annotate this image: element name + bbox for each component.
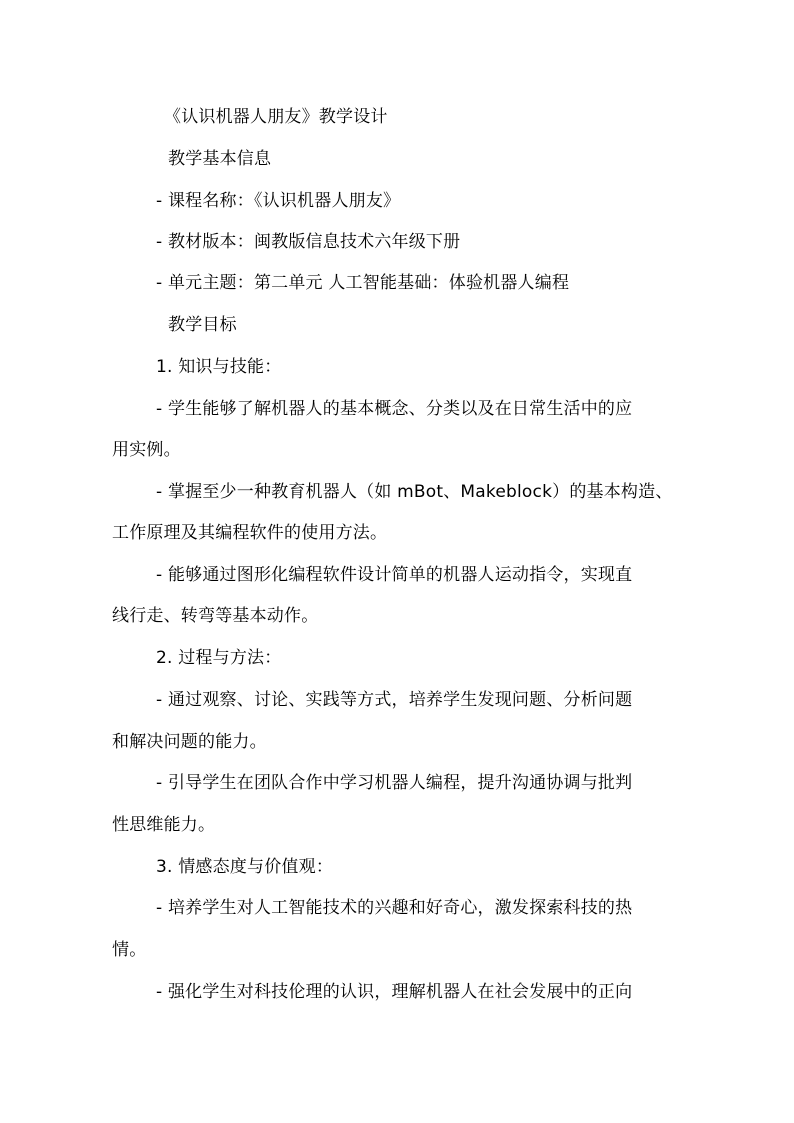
goal3-item1-line1: - 培养学生对人工智能技术的兴趣和好奇心，激发探索科技的热 [156,898,633,918]
section-heading-basic-info: 教学基本信息 [168,149,272,169]
goal2-heading: 2. 过程与方法： [156,648,282,668]
section-heading-goals: 教学目标 [168,315,237,335]
goal3-heading: 3. 情感态度与价值观： [156,857,334,877]
goal1-item2-line1: - 掌握至少一种教育机器人（如 mBot、Makeblock）的基本构造、 [156,482,673,502]
textbook-line: - 教材版本：闽教版信息技术六年级下册 [156,232,461,252]
goal1-heading: 1. 知识与技能： [156,357,282,377]
goal1-item2-line2: 工作原理及其编程软件的使用方法。 [112,523,388,543]
goal1-item1-line1: - 学生能够了解机器人的基本概念、分类以及在日常生活中的应 [156,399,633,419]
goal1-item3-line1: - 能够通过图形化编程软件设计简单的机器人运动指令，实现直 [156,565,633,585]
document-title: 《认识机器人朋友》教学设计 [164,107,388,127]
goal2-item1-line1: - 通过观察、讨论、实践等方式，培养学生发现问题、分析问题 [156,690,633,710]
goal2-item2-line2: 性思维能力。 [112,815,216,835]
goal3-item1-line2: 情。 [112,940,147,960]
goal1-item3-line2: 线行走、转弯等基本动作。 [112,606,319,626]
goal2-item2-line1: - 引导学生在团队合作中学习机器人编程，提升沟通协调与批判 [156,773,633,793]
goal3-item2-line1: - 强化学生对科技伦理的认识，理解机器人在社会发展中的正向 [156,982,633,1002]
goal1-item1-line2: 用实例。 [112,440,181,460]
goal2-item1-line2: 和解决问题的能力。 [112,732,267,752]
course-name-line: - 课程名称：《认识机器人朋友》 [156,191,401,211]
unit-line: - 单元主题：第二单元 人工智能基础：体验机器人编程 [156,273,570,293]
